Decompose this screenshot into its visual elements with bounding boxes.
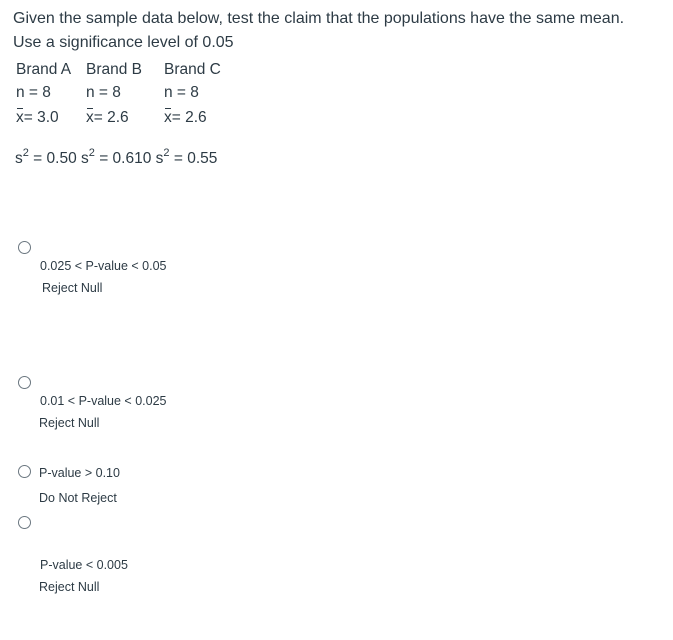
brand-c-n: n = 8 xyxy=(164,84,199,101)
option-4-radio[interactable] xyxy=(18,516,31,529)
xbar-symbol: x xyxy=(16,109,24,126)
option-3-radio[interactable] xyxy=(18,465,31,478)
brand-a-n: n = 8 xyxy=(16,84,51,101)
option-4-decision[interactable]: Reject Null xyxy=(39,580,100,594)
brand-b-mean xyxy=(86,109,129,127)
option-4-range[interactable]: P-value < 0.005 xyxy=(40,558,128,572)
option-3-range[interactable]: P-value > 0.10 xyxy=(39,466,120,480)
xbar-symbol: x xyxy=(86,109,94,126)
xbar-symbol: x xyxy=(164,109,172,126)
question-line-2: Use a significance level of 0.05 xyxy=(13,34,234,51)
brand-c-mean-value: = 2.6 xyxy=(171,109,207,126)
option-1-decision[interactable]: Reject Null xyxy=(42,281,103,295)
option-3-decision[interactable]: Do Not Reject xyxy=(39,491,117,505)
brand-a-variance-value: = 0.50 xyxy=(28,150,82,168)
option-1-range[interactable]: 0.025 < P-value < 0.05 xyxy=(40,259,167,273)
exponent: 2 xyxy=(163,147,170,159)
brand-c-variance-symbol: s xyxy=(155,150,164,168)
brand-a-mean-value: = 3.0 xyxy=(23,109,59,126)
brand-c-header: Brand C xyxy=(164,61,221,78)
option-2-decision[interactable]: Reject Null xyxy=(39,416,100,430)
brand-b-mean-value: = 2.6 xyxy=(93,109,129,126)
brand-c-mean xyxy=(164,109,207,127)
exponent: 2 xyxy=(88,147,95,159)
brand-b-header: Brand B xyxy=(86,61,143,78)
option-2-radio[interactable] xyxy=(18,376,31,389)
brand-a-mean xyxy=(16,109,59,127)
brand-a-header: Brand A xyxy=(16,61,72,78)
exponent: 2 xyxy=(22,147,29,159)
brand-b-variance-symbol: s xyxy=(81,150,89,168)
brand-b-variance-value: = 0.610 xyxy=(94,150,156,168)
variance-line xyxy=(15,148,217,168)
brand-c-variance-value: = 0.55 xyxy=(169,150,218,168)
question-line-1: Given the sample data below, test the claim that the populations have the same mean. xyxy=(13,10,625,27)
option-1-radio[interactable] xyxy=(18,241,31,254)
brand-a-variance-symbol: s xyxy=(15,150,23,168)
option-2-range[interactable]: 0.01 < P-value < 0.025 xyxy=(40,394,167,408)
brand-b-n: n = 8 xyxy=(86,84,121,101)
